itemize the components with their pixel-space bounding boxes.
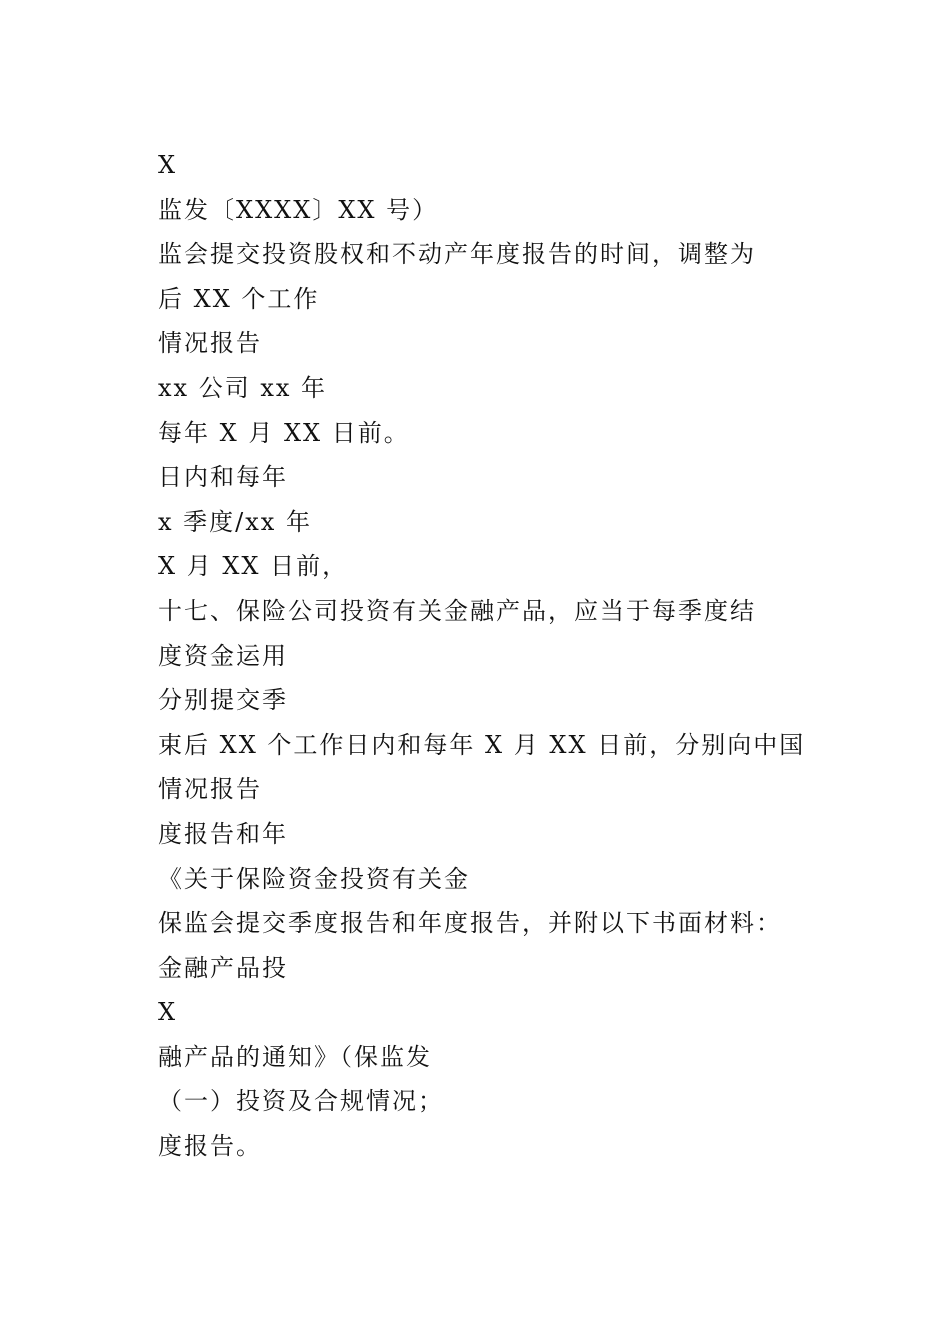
text-line: x 季度/xx 年 (158, 507, 312, 536)
text-line: （一）投资及合规情况； (158, 1087, 444, 1116)
text-line: 监会提交投资股权和不动产年度报告的时间，调整为 (158, 240, 756, 269)
text-line: 度资金运用 (158, 641, 288, 670)
text-line: X (158, 151, 178, 179)
document-body (158, 146, 806, 1172)
text-line: 束后 XX 个工作日内和每年 X 月 XX 日前，分别向中国 (158, 730, 806, 759)
text-line: 日内和每年 (158, 463, 288, 492)
text-line: 度报告。 (158, 1132, 262, 1161)
text-line: 金融产品投 (158, 953, 288, 982)
text-line: 监发〔XXXX〕XX 号） (158, 195, 439, 224)
text-line: 每年 X 月 XX 日前。 (158, 418, 410, 447)
text-line: 度报告和年 (158, 819, 288, 848)
text-line: 融产品的通知》（保监发 (158, 1042, 432, 1071)
text-line: xx 公司 xx 年 (158, 373, 328, 402)
text-line: 后 XX 个工作 (158, 284, 320, 313)
text-line: 情况报告 (158, 329, 262, 358)
text-line: X 月 XX 日前， (158, 552, 349, 581)
text-line: 保监会提交季度报告和年度报告，并附以下书面材料： (158, 909, 782, 938)
text-line: 情况报告 (158, 775, 262, 804)
text-line: 十七、保险公司投资有关金融产品，应当于每季度结 (158, 596, 756, 625)
text-line: X (158, 998, 178, 1027)
text-line: 分别提交季 (158, 686, 288, 715)
text-line: 《关于保险资金投资有关金 (158, 864, 470, 893)
